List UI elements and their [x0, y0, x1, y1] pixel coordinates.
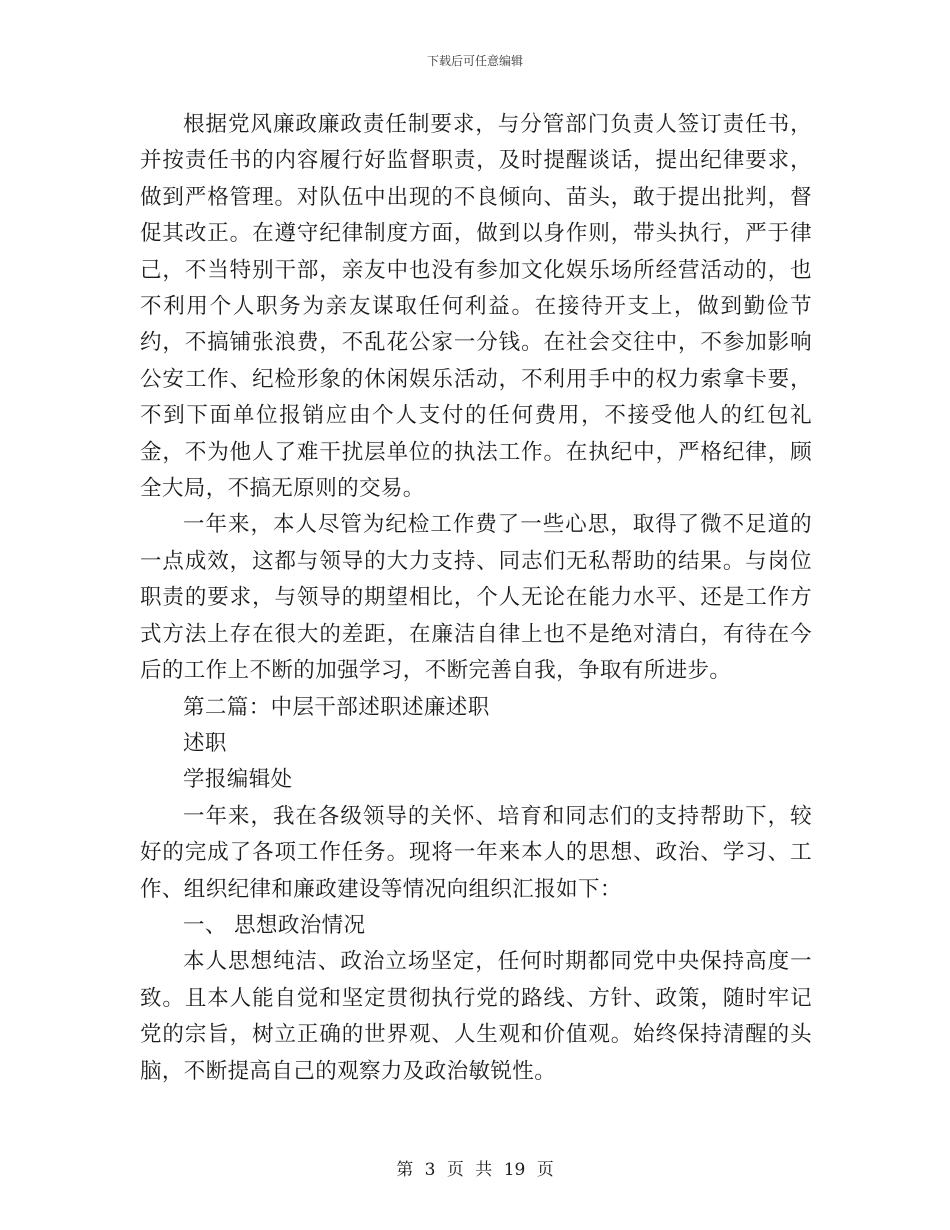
- heading-report: 述职: [183, 730, 227, 756]
- paragraph-year-summary: 一年来，本人尽管为纪检工作费了一些心思，取得了微不足道的一点成效，这都与领导的大力支持、同志们无私帮助的结果。与岗位职责的要求，与领导的期望相比，个人无论在能力水平、还是工作方式方法上存在很大的差距，在廉洁自律上也不是绝对清白，有待在今后的工作上不断的加强学习，不断完善自我，争取有所进步。: [140, 512, 812, 684]
- paragraph-discipline-duties: 根据党风廉政廉政责任制要求，与分管部门负责人签订责任书，并按责任书的内容履行好监督职责，及时提醒谈话，提出纪律要求，做到严格管理。对队伍中出现的不良倾向、苗头，敢于提出批判，督促其改正。在遵守纪律制度方面，做到以身作则，带头执行，严于律己，不当特别干部，亲友中也没有参加文化娱乐场所经营活动的，也不利用个人职务为亲友谋取任何利益。在接待开支上，做到勤俭节约，不搞铺张浪费，不乱花公家一分钱。在社会交往中，不参加影响公安工作、纪检形象的休闲娱乐活动，不利用手中的权力索拿卡要，不到下面单位报销应由个人支付的任何费用，不接受他人的红包礼金，不为他人了难干扰层单位的执法工作。在执纪中，严格纪律，顾全大局，不搞无原则的交易。: [140, 112, 812, 502]
- section-title-part-two: 第二篇：中层干部述职述廉述职: [183, 694, 490, 720]
- paragraph-political-status: 本人思想纯洁、政治立场坚定，任何时期都同党中央保持高度一致。且本人能自觉和坚定贯彻执行党的路线、方针、政策，随时牢记党的宗旨，树立正确的世界观、人生观和价值观。始终保持清醒的头脑，不断提高自己的观察力及政治敏锐性。: [140, 949, 812, 1084]
- paragraph-report-intro: 一年来，我在各级领导的关怀、培育和同志们的支持帮助下，较好的完成了各项工作任务。现将一年来本人的思想、政治、学习、工作、组织纪律和廉政建设等情况向组织汇报如下：: [140, 803, 812, 902]
- page-number: 第 3 页 共 19 页: [396, 1160, 554, 1180]
- subheading-political-status: 一、 思想政治情况: [183, 912, 366, 938]
- page-header: 下载后可任意编辑: [426, 54, 523, 68]
- department-name: 学报编辑处: [183, 767, 293, 793]
- document-body: [140, 107, 812, 1090]
